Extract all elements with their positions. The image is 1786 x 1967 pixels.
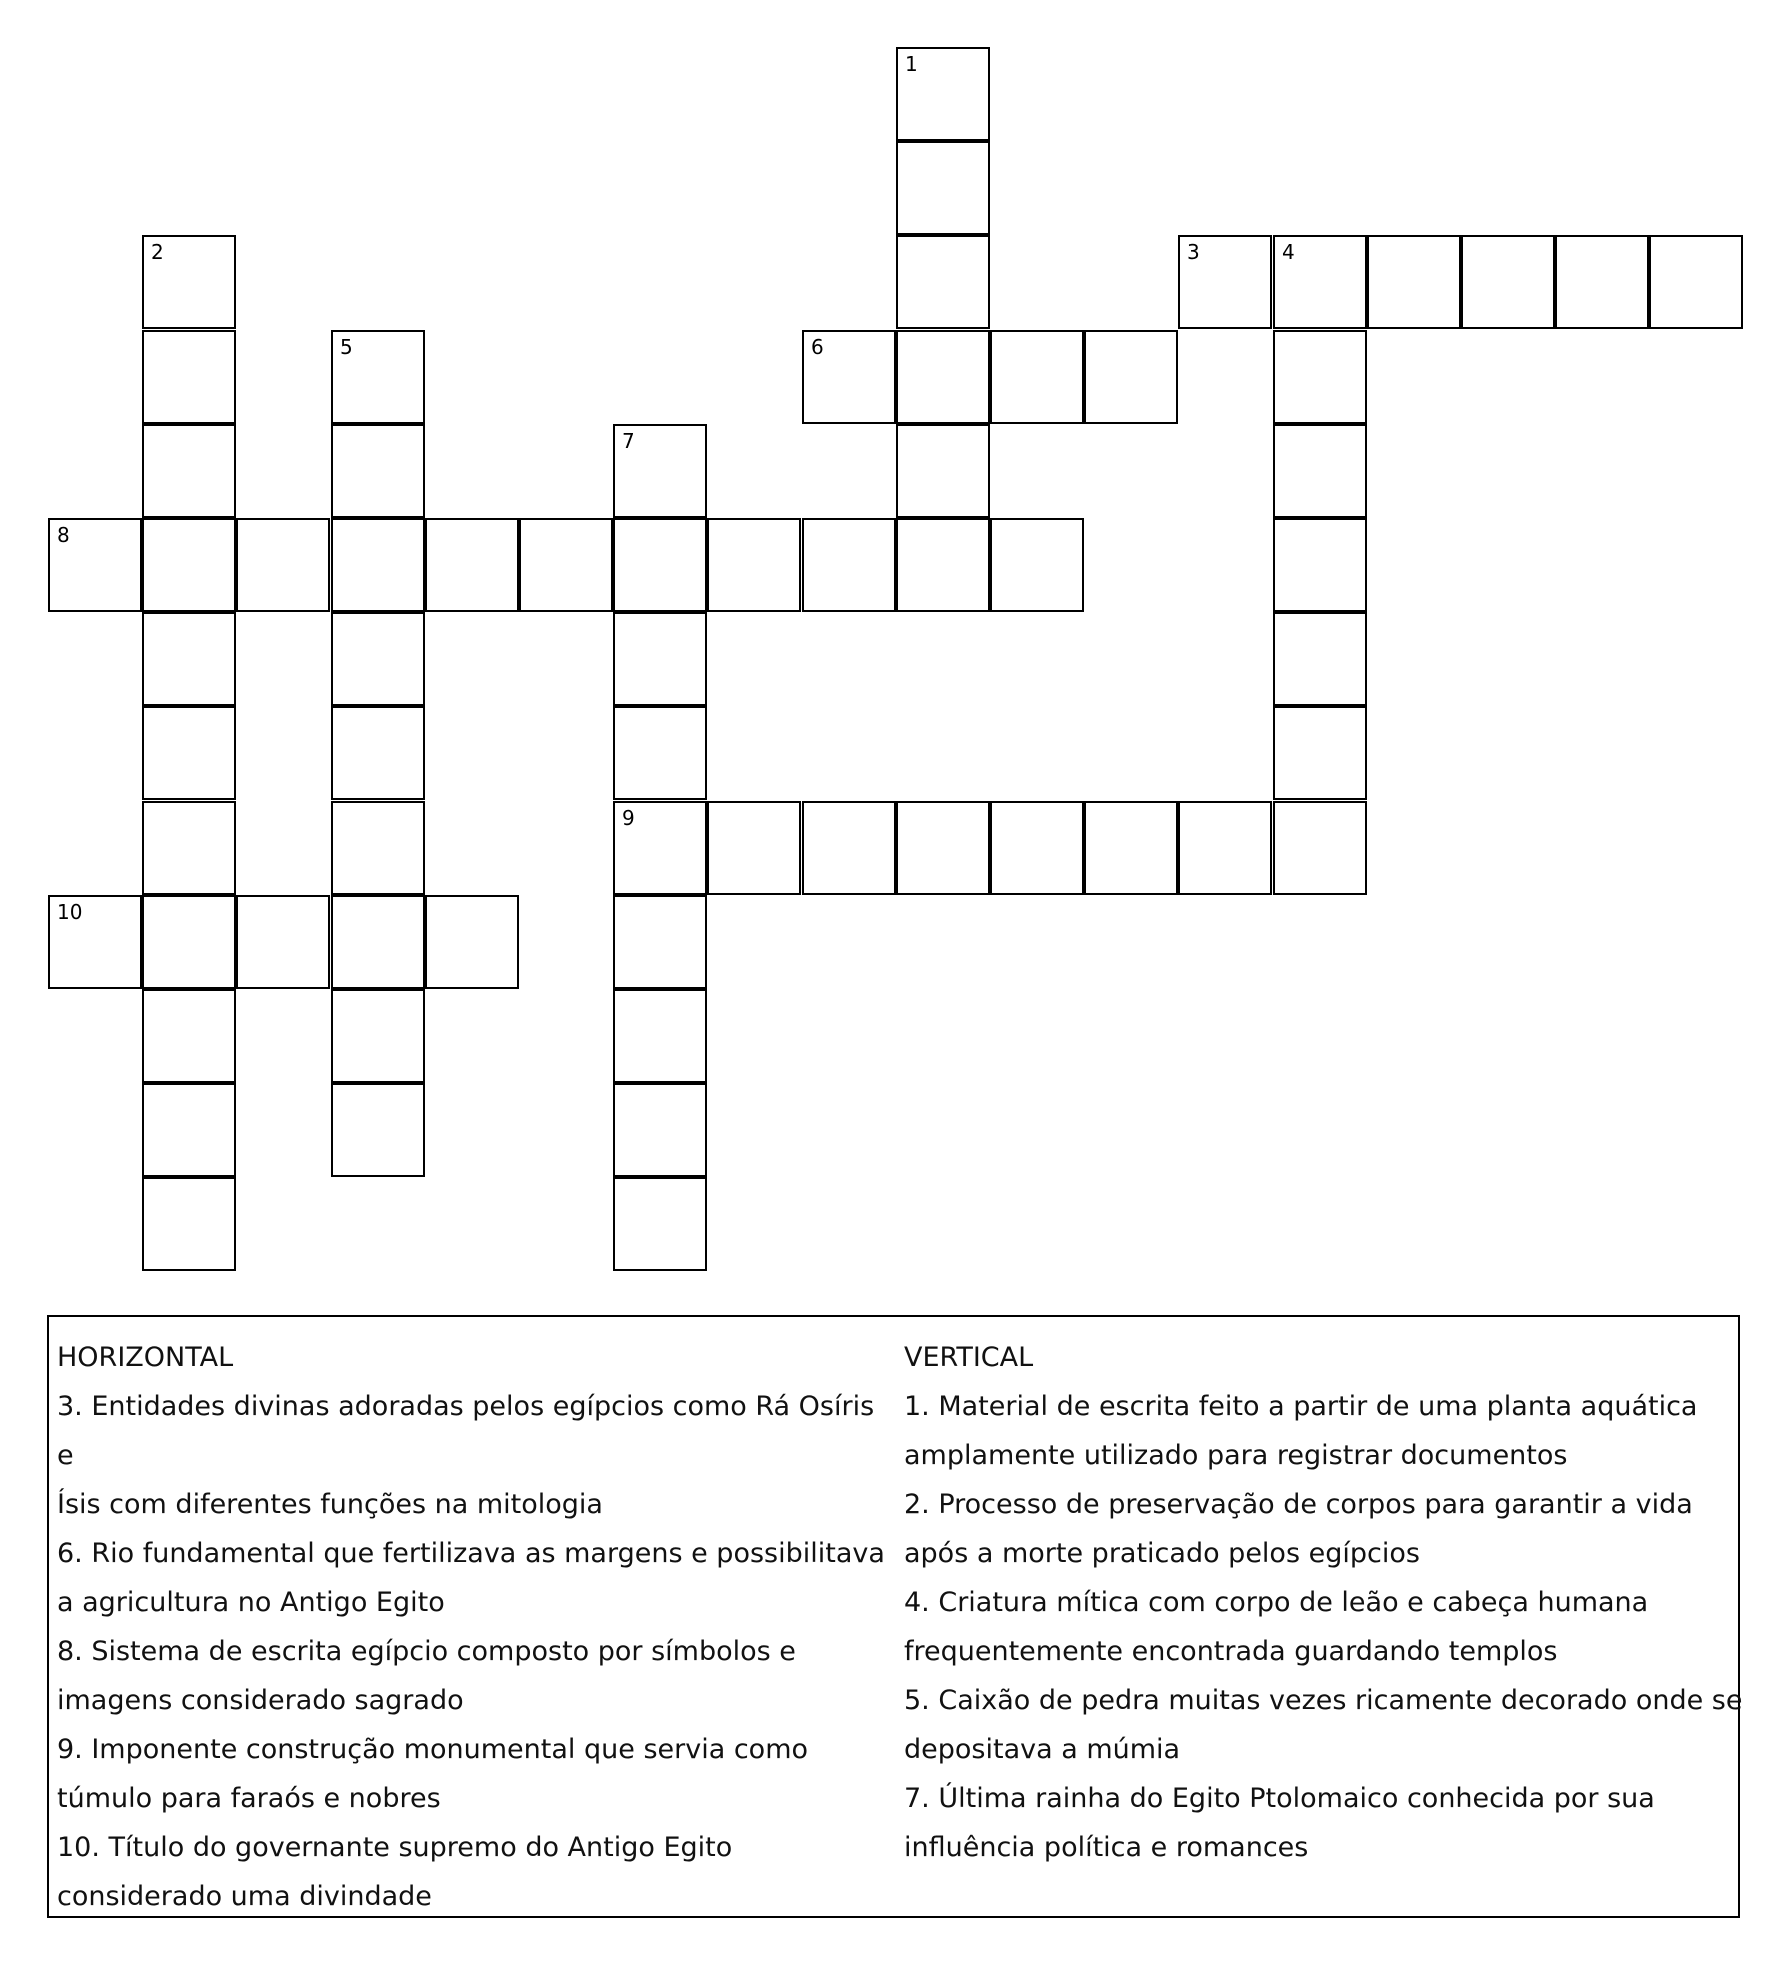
vertical-clue-line: 4. Criatura mítica com corpo de leão e cabeça humana xyxy=(904,1587,1649,1618)
grid-cell[interactable] xyxy=(1649,235,1743,329)
grid-cell[interactable] xyxy=(613,518,707,612)
horizontal-clue-line: 6. Rio fundamental que fertilizava as margens e possibilitava xyxy=(57,1538,885,1569)
vertical-clue-line: influência política e romances xyxy=(904,1832,1309,1863)
grid-cell[interactable] xyxy=(1461,235,1555,329)
grid-cell[interactable] xyxy=(707,801,801,895)
grid-cell[interactable] xyxy=(236,518,330,612)
grid-cell[interactable] xyxy=(802,801,896,895)
clue-number: 1 xyxy=(905,52,918,76)
grid-cell[interactable] xyxy=(1273,518,1367,612)
clue-number: 2 xyxy=(151,240,164,264)
grid-cell[interactable] xyxy=(331,895,425,989)
grid-cell[interactable] xyxy=(331,706,425,800)
grid-cell[interactable] xyxy=(1273,801,1367,895)
clue-number: 3 xyxy=(1187,240,1200,264)
grid-cell[interactable] xyxy=(1273,235,1367,329)
grid-cell[interactable] xyxy=(142,1083,236,1177)
grid-cell[interactable] xyxy=(1367,235,1461,329)
horizontal-clue-line: a agricultura no Antigo Egito xyxy=(57,1587,445,1618)
vertical-clue-line: amplamente utilizado para registrar documentos xyxy=(904,1440,1568,1471)
grid-cell[interactable] xyxy=(142,706,236,800)
grid-cell[interactable] xyxy=(896,801,990,895)
grid-cell[interactable] xyxy=(519,518,613,612)
grid-cell[interactable] xyxy=(1084,801,1178,895)
grid-cell[interactable] xyxy=(331,801,425,895)
grid-cell[interactable] xyxy=(142,330,236,424)
vertical-clue-line: 5. Caixão de pedra muitas vezes ricamente decorado onde se xyxy=(904,1685,1743,1716)
grid-cell[interactable] xyxy=(613,424,707,518)
grid-cell[interactable] xyxy=(331,612,425,706)
grid-cell[interactable] xyxy=(142,518,236,612)
clue-number: 7 xyxy=(622,429,635,453)
vertical-clue-line: frequentemente encontrada guardando templos xyxy=(904,1636,1558,1667)
horizontal-clue-line: Ísis com diferentes funções na mitologia xyxy=(57,1489,603,1520)
grid-cell[interactable] xyxy=(142,612,236,706)
grid-cell[interactable] xyxy=(1273,330,1367,424)
grid-cell[interactable] xyxy=(613,706,707,800)
clue-number: 9 xyxy=(622,806,635,830)
grid-cell[interactable] xyxy=(425,895,519,989)
grid-cell[interactable] xyxy=(331,1083,425,1177)
vertical-clue-line: 1. Material de escrita feito a partir de uma planta aquática xyxy=(904,1391,1698,1422)
grid-cell[interactable] xyxy=(990,330,1084,424)
grid-cell[interactable] xyxy=(1273,612,1367,706)
vertical-clues xyxy=(904,1333,1744,1872)
clue-number: 6 xyxy=(811,335,824,359)
clues-box xyxy=(47,1315,1743,1918)
grid-cell[interactable] xyxy=(48,518,142,612)
grid-cell[interactable] xyxy=(142,1177,236,1271)
grid-cell[interactable] xyxy=(613,1177,707,1271)
grid-cell[interactable] xyxy=(707,518,801,612)
grid-cell[interactable] xyxy=(896,330,990,424)
grid-cell[interactable] xyxy=(142,235,236,329)
grid-cell[interactable] xyxy=(331,330,425,424)
grid-cell[interactable] xyxy=(236,895,330,989)
grid-cell[interactable] xyxy=(613,1083,707,1177)
grid-cell[interactable] xyxy=(1273,706,1367,800)
grid-cell[interactable] xyxy=(1084,330,1178,424)
grid-cell[interactable] xyxy=(1178,235,1272,329)
grid-cell[interactable] xyxy=(1273,424,1367,518)
grid-cell[interactable] xyxy=(1178,801,1272,895)
grid-cell[interactable] xyxy=(331,424,425,518)
grid-cell[interactable] xyxy=(331,989,425,1083)
grid-cell[interactable] xyxy=(802,518,896,612)
horizontal-heading: HORIZONTAL xyxy=(57,1342,234,1373)
horizontal-clue-line: 10. Título do governante supremo do Antigo Egito xyxy=(57,1832,733,1863)
clue-number: 8 xyxy=(57,523,70,547)
clue-number: 5 xyxy=(340,335,353,359)
grid-cell[interactable] xyxy=(142,895,236,989)
grid-cell[interactable] xyxy=(142,801,236,895)
horizontal-clue-line: 3. Entidades divinas adoradas pelos egípcios como Rá Osíris e xyxy=(57,1391,875,1471)
horizontal-clue-line: considerado uma divindade xyxy=(57,1881,432,1912)
vertical-clue-line: depositava a múmia xyxy=(904,1734,1181,1765)
vertical-clue-line: 2. Processo de preservação de corpos para garantir a vida xyxy=(904,1489,1693,1520)
grid-cell[interactable] xyxy=(990,518,1084,612)
grid-cell[interactable] xyxy=(425,518,519,612)
grid-cell[interactable] xyxy=(613,801,707,895)
horizontal-clues xyxy=(57,1333,897,1921)
clue-number: 4 xyxy=(1282,240,1295,264)
grid-cell[interactable] xyxy=(896,424,990,518)
clue-number: 10 xyxy=(57,900,83,924)
grid-cell[interactable] xyxy=(613,895,707,989)
grid-cell[interactable] xyxy=(142,424,236,518)
horizontal-clue-line: 8. Sistema de escrita egípcio composto por símbolos e xyxy=(57,1636,796,1667)
grid-cell[interactable] xyxy=(896,141,990,235)
grid-cell[interactable] xyxy=(1555,235,1649,329)
grid-cell[interactable] xyxy=(613,612,707,706)
grid-cell[interactable] xyxy=(896,518,990,612)
grid-cell[interactable] xyxy=(990,801,1084,895)
grid-cell[interactable] xyxy=(896,235,990,329)
horizontal-clue-line: túmulo para faraós e nobres xyxy=(57,1783,441,1814)
horizontal-clue-line: 9. Imponente construção monumental que servia como xyxy=(57,1734,809,1765)
vertical-clue-line: após a morte praticado pelos egípcios xyxy=(904,1538,1420,1569)
grid-cell[interactable] xyxy=(331,518,425,612)
grid-cell[interactable] xyxy=(802,330,896,424)
grid-cell[interactable] xyxy=(613,989,707,1083)
grid-cell[interactable] xyxy=(896,47,990,141)
vertical-heading: VERTICAL xyxy=(904,1342,1034,1373)
grid-cell[interactable] xyxy=(142,989,236,1083)
grid-cell[interactable] xyxy=(48,895,142,989)
horizontal-clue-line: imagens considerado sagrado xyxy=(57,1685,464,1716)
vertical-clue-line: 7. Última rainha do Egito Ptolomaico conhecida por sua xyxy=(904,1783,1655,1814)
